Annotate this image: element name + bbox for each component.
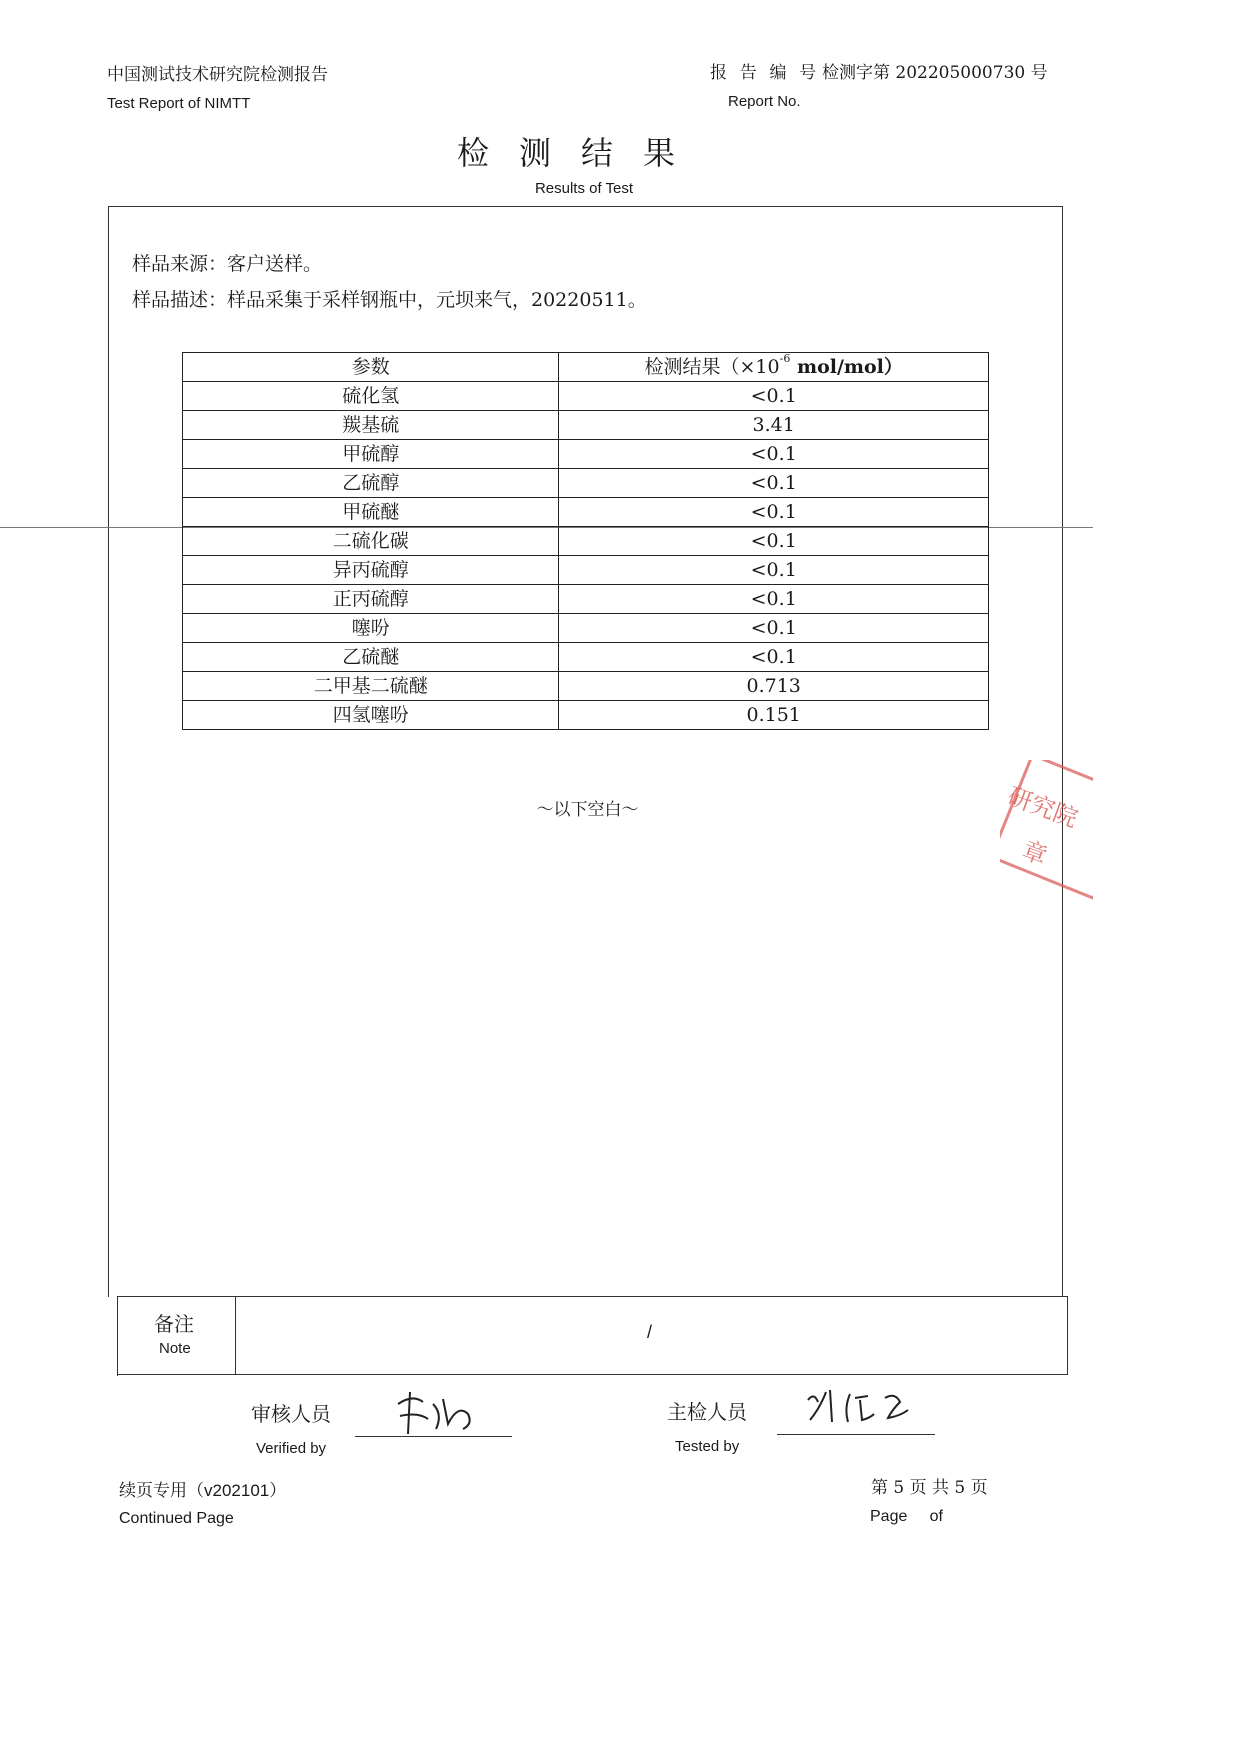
page-title: 检测结果: [456, 135, 705, 171]
table-row: [183, 643, 989, 672]
result-cell: <0.1: [559, 440, 989, 469]
table-row: [183, 585, 989, 614]
table-row: [183, 701, 989, 730]
result-cell: <0.1: [559, 585, 989, 614]
result-cell: <0.1: [559, 556, 989, 585]
result-cell: <0.1: [559, 527, 989, 556]
col-header-result: 检测结果（$\times 10^{-6}$ mol/mol）: [559, 353, 989, 382]
blank-below-mark: ～以下空白～: [536, 800, 639, 820]
param-cell: 甲硫醚: [183, 498, 559, 527]
param-cell: 正丙硫醇: [183, 585, 559, 614]
param-cell: 二甲基二硫醚: [183, 672, 559, 701]
note-label-en: Note: [159, 1340, 191, 1357]
continued-page-label-en: Continued Page: [119, 1510, 234, 1527]
verifier-signature: [388, 1384, 488, 1439]
verified-by-label-en: Verified by: [256, 1440, 327, 1457]
table-row: [183, 411, 989, 440]
report-no-label: 报 告 编 号: [710, 63, 821, 82]
param-cell: 噻吩: [183, 614, 559, 643]
report-no-en: Report No.: [728, 93, 801, 110]
note-box: [117, 1296, 1067, 1375]
tested-by-label-cn: 主检人员: [667, 1402, 747, 1424]
org-name-cn: 中国测试技术研究院检测报告: [107, 65, 328, 84]
page-title-en: Results of Test: [534, 180, 634, 197]
sample-source: 样品来源：客户送样。: [132, 253, 323, 275]
result-cell: <0.1: [559, 498, 989, 527]
table-row: [183, 614, 989, 643]
result-cell: <0.1: [559, 469, 989, 498]
table-row: [183, 498, 989, 527]
result-cell: 3.41: [559, 411, 989, 440]
col-header-param: 参数: [183, 353, 559, 382]
note-label-cn: 备注: [154, 1314, 194, 1336]
continued-page-label-cn: 续页专用（v202101）: [119, 1481, 287, 1500]
param-cell: 异丙硫醇: [183, 556, 559, 585]
table-row: [183, 672, 989, 701]
param-cell: 四氢噻吩: [183, 701, 559, 730]
report-no-value: 检测字第 202205000730 号: [822, 63, 1048, 83]
svg-text:研究院: 研究院: [1004, 782, 1082, 833]
param-cell: 乙硫醇: [183, 469, 559, 498]
param-cell: 乙硫醚: [183, 643, 559, 672]
param-cell: 二硫化碳: [183, 527, 559, 556]
result-cell: 0.151: [559, 701, 989, 730]
table-row: [183, 382, 989, 411]
result-cell: <0.1: [559, 382, 989, 411]
official-stamp: [1000, 760, 1093, 910]
page-number-en: Page of: [870, 1508, 943, 1525]
org-name-en: Test Report of NIMTT: [107, 95, 251, 112]
result-cell: 0.713: [559, 672, 989, 701]
param-cell: 羰基硫: [183, 411, 559, 440]
param-cell: 硫化氢: [183, 382, 559, 411]
result-cell: <0.1: [559, 643, 989, 672]
verified-by-label-cn: 审核人员: [251, 1404, 331, 1426]
results-table: [182, 352, 989, 730]
tester-signature: [800, 1380, 920, 1435]
page-number-cn: 第 5 页 共 5 页: [871, 1478, 988, 1498]
tested-by-label-en: Tested by: [675, 1438, 740, 1455]
table-header-row: [183, 353, 989, 382]
param-cell: 甲硫醇: [183, 440, 559, 469]
frame-line: [117, 1374, 1068, 1375]
table-row: [183, 556, 989, 585]
table-row: [183, 469, 989, 498]
frame-line: [117, 1296, 118, 1376]
result-cell: <0.1: [559, 614, 989, 643]
table-row: [183, 527, 989, 556]
sample-description: 样品描述：样品采集于采样钢瓶中，元坝来气，20220511。: [132, 289, 647, 311]
note-value: /: [647, 1322, 653, 1342]
table-row: [183, 440, 989, 469]
svg-text:章: 章: [1018, 835, 1051, 871]
frame-line: [1067, 1296, 1068, 1374]
note-divider: [235, 1296, 236, 1374]
